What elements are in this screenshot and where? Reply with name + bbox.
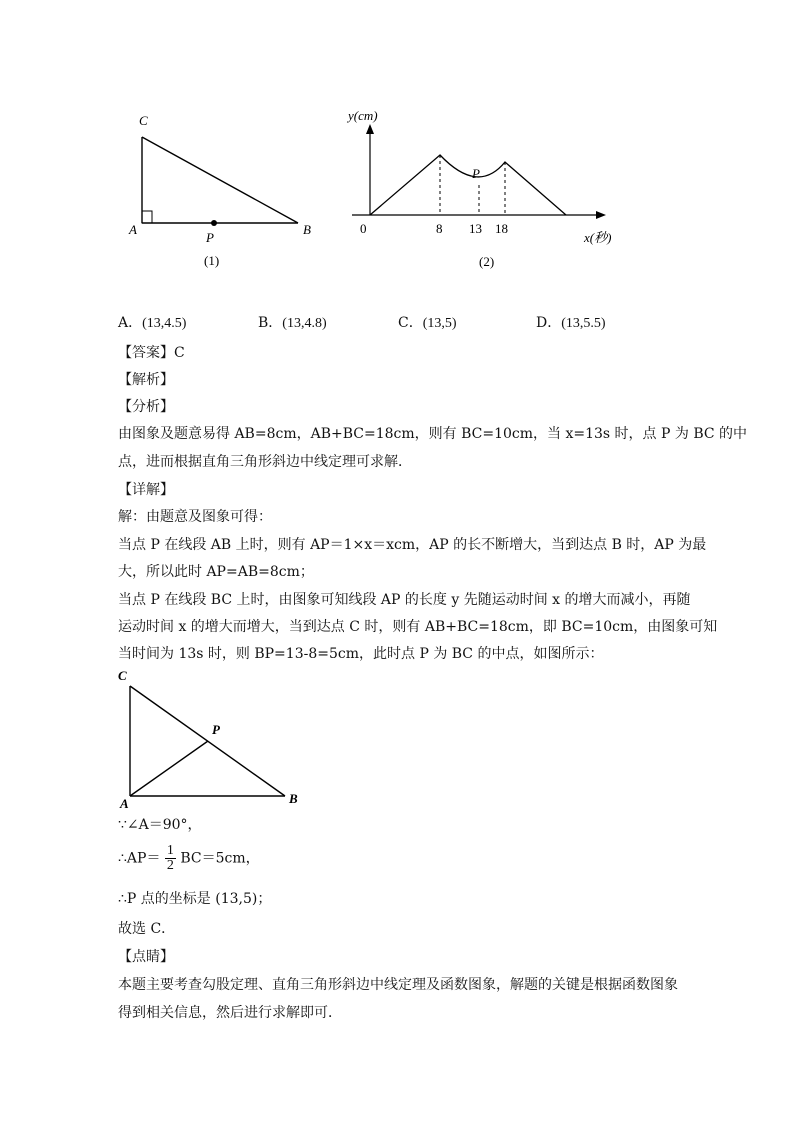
choice-c[interactable] (398, 312, 457, 332)
label-p: P (212, 722, 220, 737)
detail-heading: 【详解】 (118, 482, 174, 498)
detail-line-3: 大，所以此时 AP=AB=8cm； (118, 564, 314, 580)
step-coordinate: ∴P 点的坐标是 (13,5)； (118, 891, 272, 907)
tick-13: 13 (469, 221, 482, 236)
detail-line-5: 运动时间 x 的增大而增大，当到达点 C 时，则有 AB+BC=18cm，即 BC=10cm，由图象可知 (118, 619, 718, 635)
fenxi-heading: 【分析】 (118, 399, 174, 415)
median-ap (130, 741, 208, 796)
x-axis-arrow (596, 211, 606, 219)
y-axis-arrow (366, 124, 374, 134)
label-a: A (120, 796, 129, 811)
fraction-denominator: 2 (166, 858, 174, 873)
choice-a[interactable] (118, 312, 186, 332)
fraction-numerator: 1 (166, 843, 174, 858)
figure-2-graph (340, 100, 630, 275)
graph-label-p: P (472, 166, 480, 181)
step-choose: 故选 C． (118, 921, 176, 937)
figure-1-triangle (120, 105, 330, 275)
detail-line-6: 当时间为 13s 时，则 BP=13-8=5cm，此时点 P 为 BC 的中点，如图所示： (118, 646, 604, 662)
detail-line-2: 当点 P 在线段 AB 上时，则有 AP＝1×x＝xcm，AP 的长不断增大，当到达点 B 时，AP 为最 (118, 537, 707, 553)
fraction (165, 844, 176, 873)
y-axis-label: y(cm) (348, 108, 378, 123)
analysis-heading: 【解析】 (118, 372, 174, 388)
detail-line-4: 当点 P 在线段 BC 上时，由图象可知线段 AP 的长度 y 先随运动时间 x 的增大而减小，再随 (118, 592, 691, 608)
choice-letter: C． (398, 315, 423, 331)
answer-line: 【答案】C (118, 345, 185, 361)
label-b: B (303, 222, 311, 237)
step-ap-prefix: ∴AP＝ (118, 850, 161, 867)
detail-line-1: 解：由题意及图象可得： (118, 509, 272, 525)
graph-curve (370, 155, 566, 215)
choice-value: (13,4.5) (142, 316, 187, 331)
caption-2: (2) (479, 254, 495, 269)
label-c: C (139, 113, 148, 128)
choice-letter: A． (118, 315, 143, 331)
summary-line-1: 本题主要考查勾股定理、直角三角形斜边中线定理及函数图象，解题的关键是根据函数图象 (118, 977, 678, 993)
label-p: P (206, 230, 214, 245)
choice-value: (13,5) (422, 316, 457, 331)
dianjing-heading: 【点睛】 (118, 949, 174, 965)
choice-b[interactable] (258, 312, 327, 332)
side-cb (142, 137, 298, 223)
choice-value: (13,4.8) (282, 316, 327, 331)
summary-line-2: 得到相关信息，然后进行求解即可． (118, 1005, 342, 1021)
step-ap (118, 844, 688, 884)
label-a: A (129, 222, 137, 237)
choice-letter: D． (536, 315, 562, 331)
choice-letter: B． (258, 315, 283, 331)
tick-8: 8 (436, 221, 443, 236)
label-c: C (118, 668, 127, 683)
figure-3-triangle (112, 666, 322, 811)
fenxi-line-2: 点，进而根据直角三角形斜边中线定理可求解． (118, 454, 412, 470)
x-axis-label: x(秒) (584, 230, 612, 245)
step-ap-suffix: BC＝5cm， (180, 850, 260, 867)
choice-value: (13,5.5) (561, 316, 606, 331)
caption-1: (1) (204, 253, 220, 268)
step-angle: ∵∠A＝90°， (118, 817, 202, 833)
answer-choices (118, 312, 678, 334)
tick-0: 0 (360, 221, 367, 236)
point-p-dot (211, 220, 217, 226)
label-b: B (289, 791, 298, 806)
right-angle-mark (142, 211, 152, 223)
choice-d[interactable] (536, 312, 606, 332)
tick-18: 18 (495, 221, 508, 236)
fenxi-line-1: 由图象及题意易得 AB=8cm，AB+BC=18cm，则有 BC=10cm，当 x=13s 时，点 P 为 BC 的中 (118, 426, 748, 442)
